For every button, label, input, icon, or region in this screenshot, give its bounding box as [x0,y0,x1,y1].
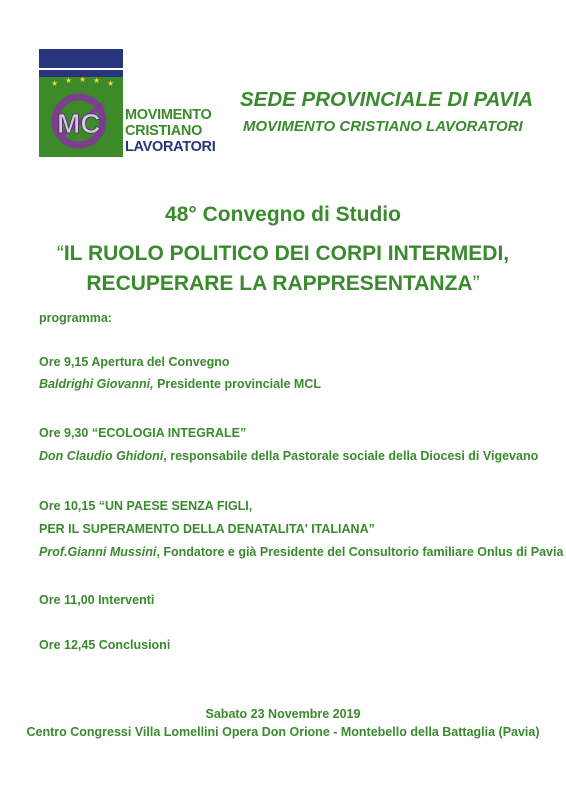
logo-line-3: LAVORATORI [125,139,216,155]
title-line-2-text: RECUPERARE LA RAPPRESENTANZA [86,272,473,295]
logo-line-2: CRISTIANO [125,123,203,139]
speaker-role: Presidente provinciale MCL [153,377,322,391]
mcl-logo [39,49,223,157]
open-quote: “ [56,242,64,265]
schedule-item-2-speaker [39,449,538,463]
logo-line-1: MOVIMENTO [125,107,212,123]
event-title-line-2 [0,272,566,296]
svg-text:★: ★ [79,77,87,84]
svg-text:★: ★ [93,77,101,85]
programma-label: programma: [39,311,112,325]
event-date: Sabato 23 Novembre 2019 [205,707,361,721]
schedule-item-3-line-1: Ore 10,15 “UN PAESE SENZA FIGLI, [39,499,253,513]
emblem-letters: MC [57,108,101,139]
svg-text:★: ★ [51,79,59,88]
logo-blue-band [39,70,123,77]
svg-text:★: ★ [107,79,115,88]
event-title-line-1 [0,242,566,266]
schedule-item-5: Ore 12,45 Conclusioni [39,638,171,652]
svg-text:★: ★ [65,77,73,85]
logo-blue-bar [39,49,123,68]
schedule-item-1-speaker [39,377,321,391]
movement-subheading: MOVIMENTO CRISTIANO LAVORATORI [243,118,523,135]
close-quote: ” [472,272,480,295]
event-venue: Centro Congressi Villa Lomellini Opera Don Orione - Montebello della Battaglia (Pavia) [26,725,540,739]
speaker-role: , Fondatore e già Presidente del Consultorio familiare Onlus di Pavia [156,545,564,559]
logo-wordmark [125,107,225,155]
speaker-name: Baldrighi Giovanni, [39,377,154,391]
sede-heading: SEDE PROVINCIALE DI PAVIA [240,88,534,111]
speaker-role: , responsabile della Pastorale sociale della Diocesi di Vigevano [163,449,539,463]
title-line-1-text: IL RUOLO POLITICO DEI CORPI INTERMEDI, [63,242,510,265]
schedule-item-2: Ore 9,30 “ECOLOGIA INTEGRALE” [39,426,247,440]
mcl-emblem-icon [43,77,121,155]
schedule-item-3-line-2: PER IL SUPERAMENTO DELLA DENATALITA' ITALIANA” [39,522,375,536]
schedule-item-4: Ore 11,00 Interventi [39,593,155,607]
schedule-item-3-speaker [39,545,563,559]
speaker-name: Don Claudio Ghidoni [39,449,164,463]
convegno-title: 48° Convegno di Studio [165,203,401,226]
speaker-name: Prof.Gianni Mussini [39,545,157,559]
schedule-item-1: Ore 9,15 Apertura del Convegno [39,355,230,369]
